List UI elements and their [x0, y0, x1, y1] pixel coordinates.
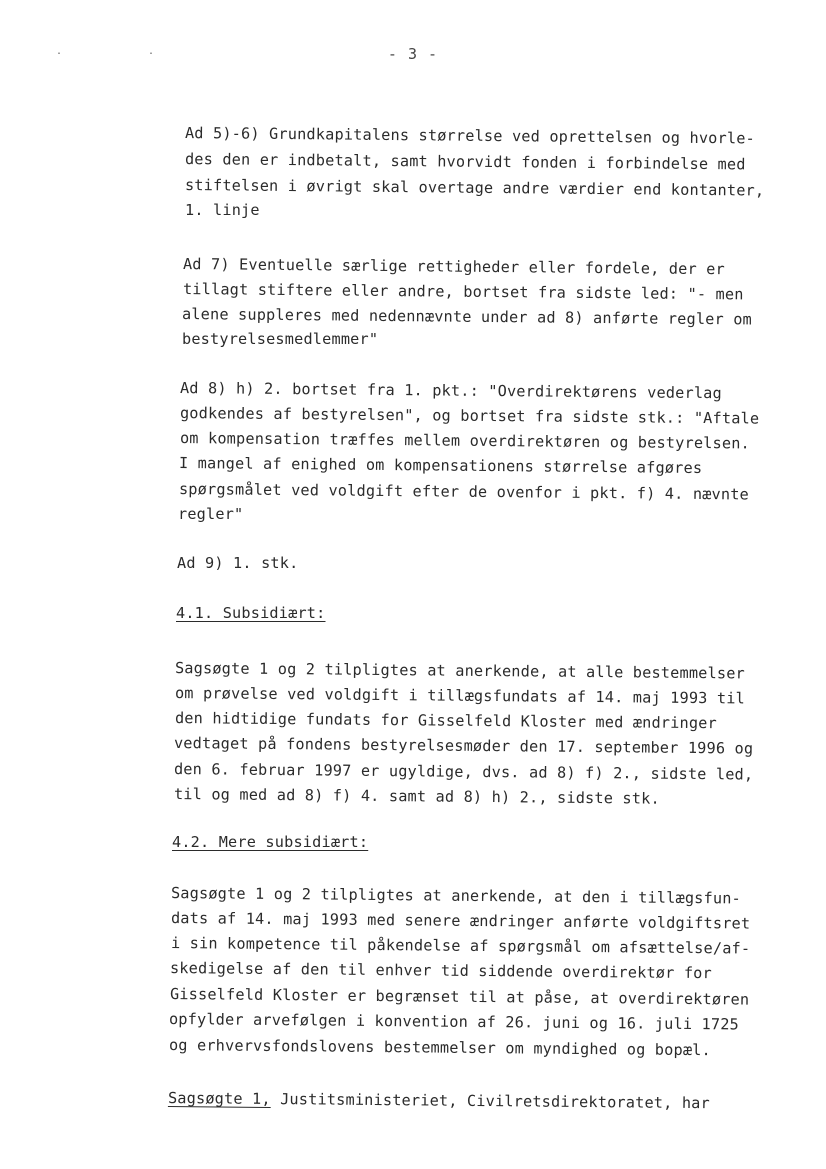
- paragraph-4-2-line: skedigelse af den til enhver tid siddende overdirektør for: [169, 959, 712, 983]
- heading-4-1: 4.1. Subsidiært:: [176, 604, 326, 622]
- paragraph-ad8-line: I mangel af enighed om kompensationens størrelse afgøres: [178, 454, 703, 478]
- paragraph-ad5-6-line: Ad 5)-6) Grundkapitalens størrelse ved oprettelsen og hvorle-: [184, 124, 756, 148]
- paragraph-4-2-line: Sagsøgte 1 og 2 tilpligtes at anerkende, at den i tillægsfun-: [170, 884, 742, 908]
- party-label: Sagsøgte 1,: [167, 1089, 271, 1108]
- paragraph-final-line: [168, 1089, 710, 1112]
- paragraph-4-1-line: den hidtidige fundats for Gisselfeld Kloster med ændringer: [174, 709, 717, 733]
- paragraph-4-2-line: opfylder arvefølgen i konvention af 26. juni og 16. juli 1725: [168, 1010, 740, 1034]
- paragraph-4-2-line: og erhvervsfondslovens bestemmelser om myndighed og bopæl.: [168, 1036, 711, 1060]
- paragraph-ad8-line: Ad 8) h) 2. bortset fra 1. pkt.: "Overdirektørens vederlag: [179, 379, 722, 403]
- paragraph-final-text: Justitsministeriet, Civilretsdirektoratet, har: [270, 1089, 710, 1113]
- paragraph-ad7-line: alene suppleres med nedennævnte under ad 8) anførte regler om: [181, 305, 753, 329]
- paragraph-ad8-line: om kompensation træffes mellem overdirektøren og bestyrelsen.: [179, 429, 751, 453]
- paragraph-ad5-6-line: des den er indbetalt, samt hvorvidt fonden i forbindelse med: [184, 150, 746, 174]
- paragraph-4-1-line: om prøvelse ved voldgift i tillægsfundats af 14. maj 1993 til: [174, 684, 746, 708]
- paragraph-4-2-line: i sin kompetence til påkendelse af spørgsmål om afsættelse/af-: [170, 934, 751, 958]
- paragraph-ad7-line: bestyrelsesmedlemmer": [182, 330, 379, 348]
- paragraph-ad8-line: spørgsmålet ved voldgift efter de ovenfor i pkt. f) 4. nævnte: [178, 480, 750, 504]
- paragraph-4-2-line: Gisselfeld Kloster er begrænset til at påse, at overdirektøren: [169, 985, 750, 1009]
- paragraph-4-1-line: den 6. februar 1997 er ugyldige, dvs. ad 8) f) 2., sidste led,: [173, 760, 754, 784]
- paragraph-ad9: Ad 9) 1. stk.: [177, 554, 299, 572]
- page-number: - 3 -: [387, 45, 439, 63]
- paragraph-4-1-line: til og med ad 8) f) 4. samt ad 8) h) 2., sidste stk.: [173, 785, 660, 808]
- heading-4-2: 4.2. Mere subsidiært:: [172, 833, 369, 851]
- paragraph-ad5-6-line: 1. linje: [185, 201, 260, 219]
- paragraph-ad8-line: godkendes af bestyrelsen", og bortset fra sidste stk.: "Aftale: [179, 404, 760, 428]
- scan-specks: . .: [56, 46, 195, 57]
- paragraph-4-1-line: Sagsøgte 1 og 2 tilpligtes at anerkende, at alle bestemmelser: [174, 659, 746, 683]
- paragraph-4-1-line: vedtaget på fondens bestyrelsesmøder den 17. september 1996 og: [173, 734, 754, 758]
- paragraph-ad7-line: tillagt stiftere eller andre, bortset fra sidste led: "- men: [182, 280, 744, 304]
- paragraph-ad5-6-line: stiftelsen i øvrigt skal overtage andre værdier end kontanter,: [184, 176, 765, 200]
- paragraph-ad8-line: regler": [178, 505, 244, 523]
- paragraph-ad7-line: Ad 7) Eventuelle særlige rettigheder eller fordele, der er: [182, 255, 725, 279]
- paragraph-4-2-line: dats af 14. maj 1993 med senere ændringer anførte voldgiftsret: [170, 909, 751, 933]
